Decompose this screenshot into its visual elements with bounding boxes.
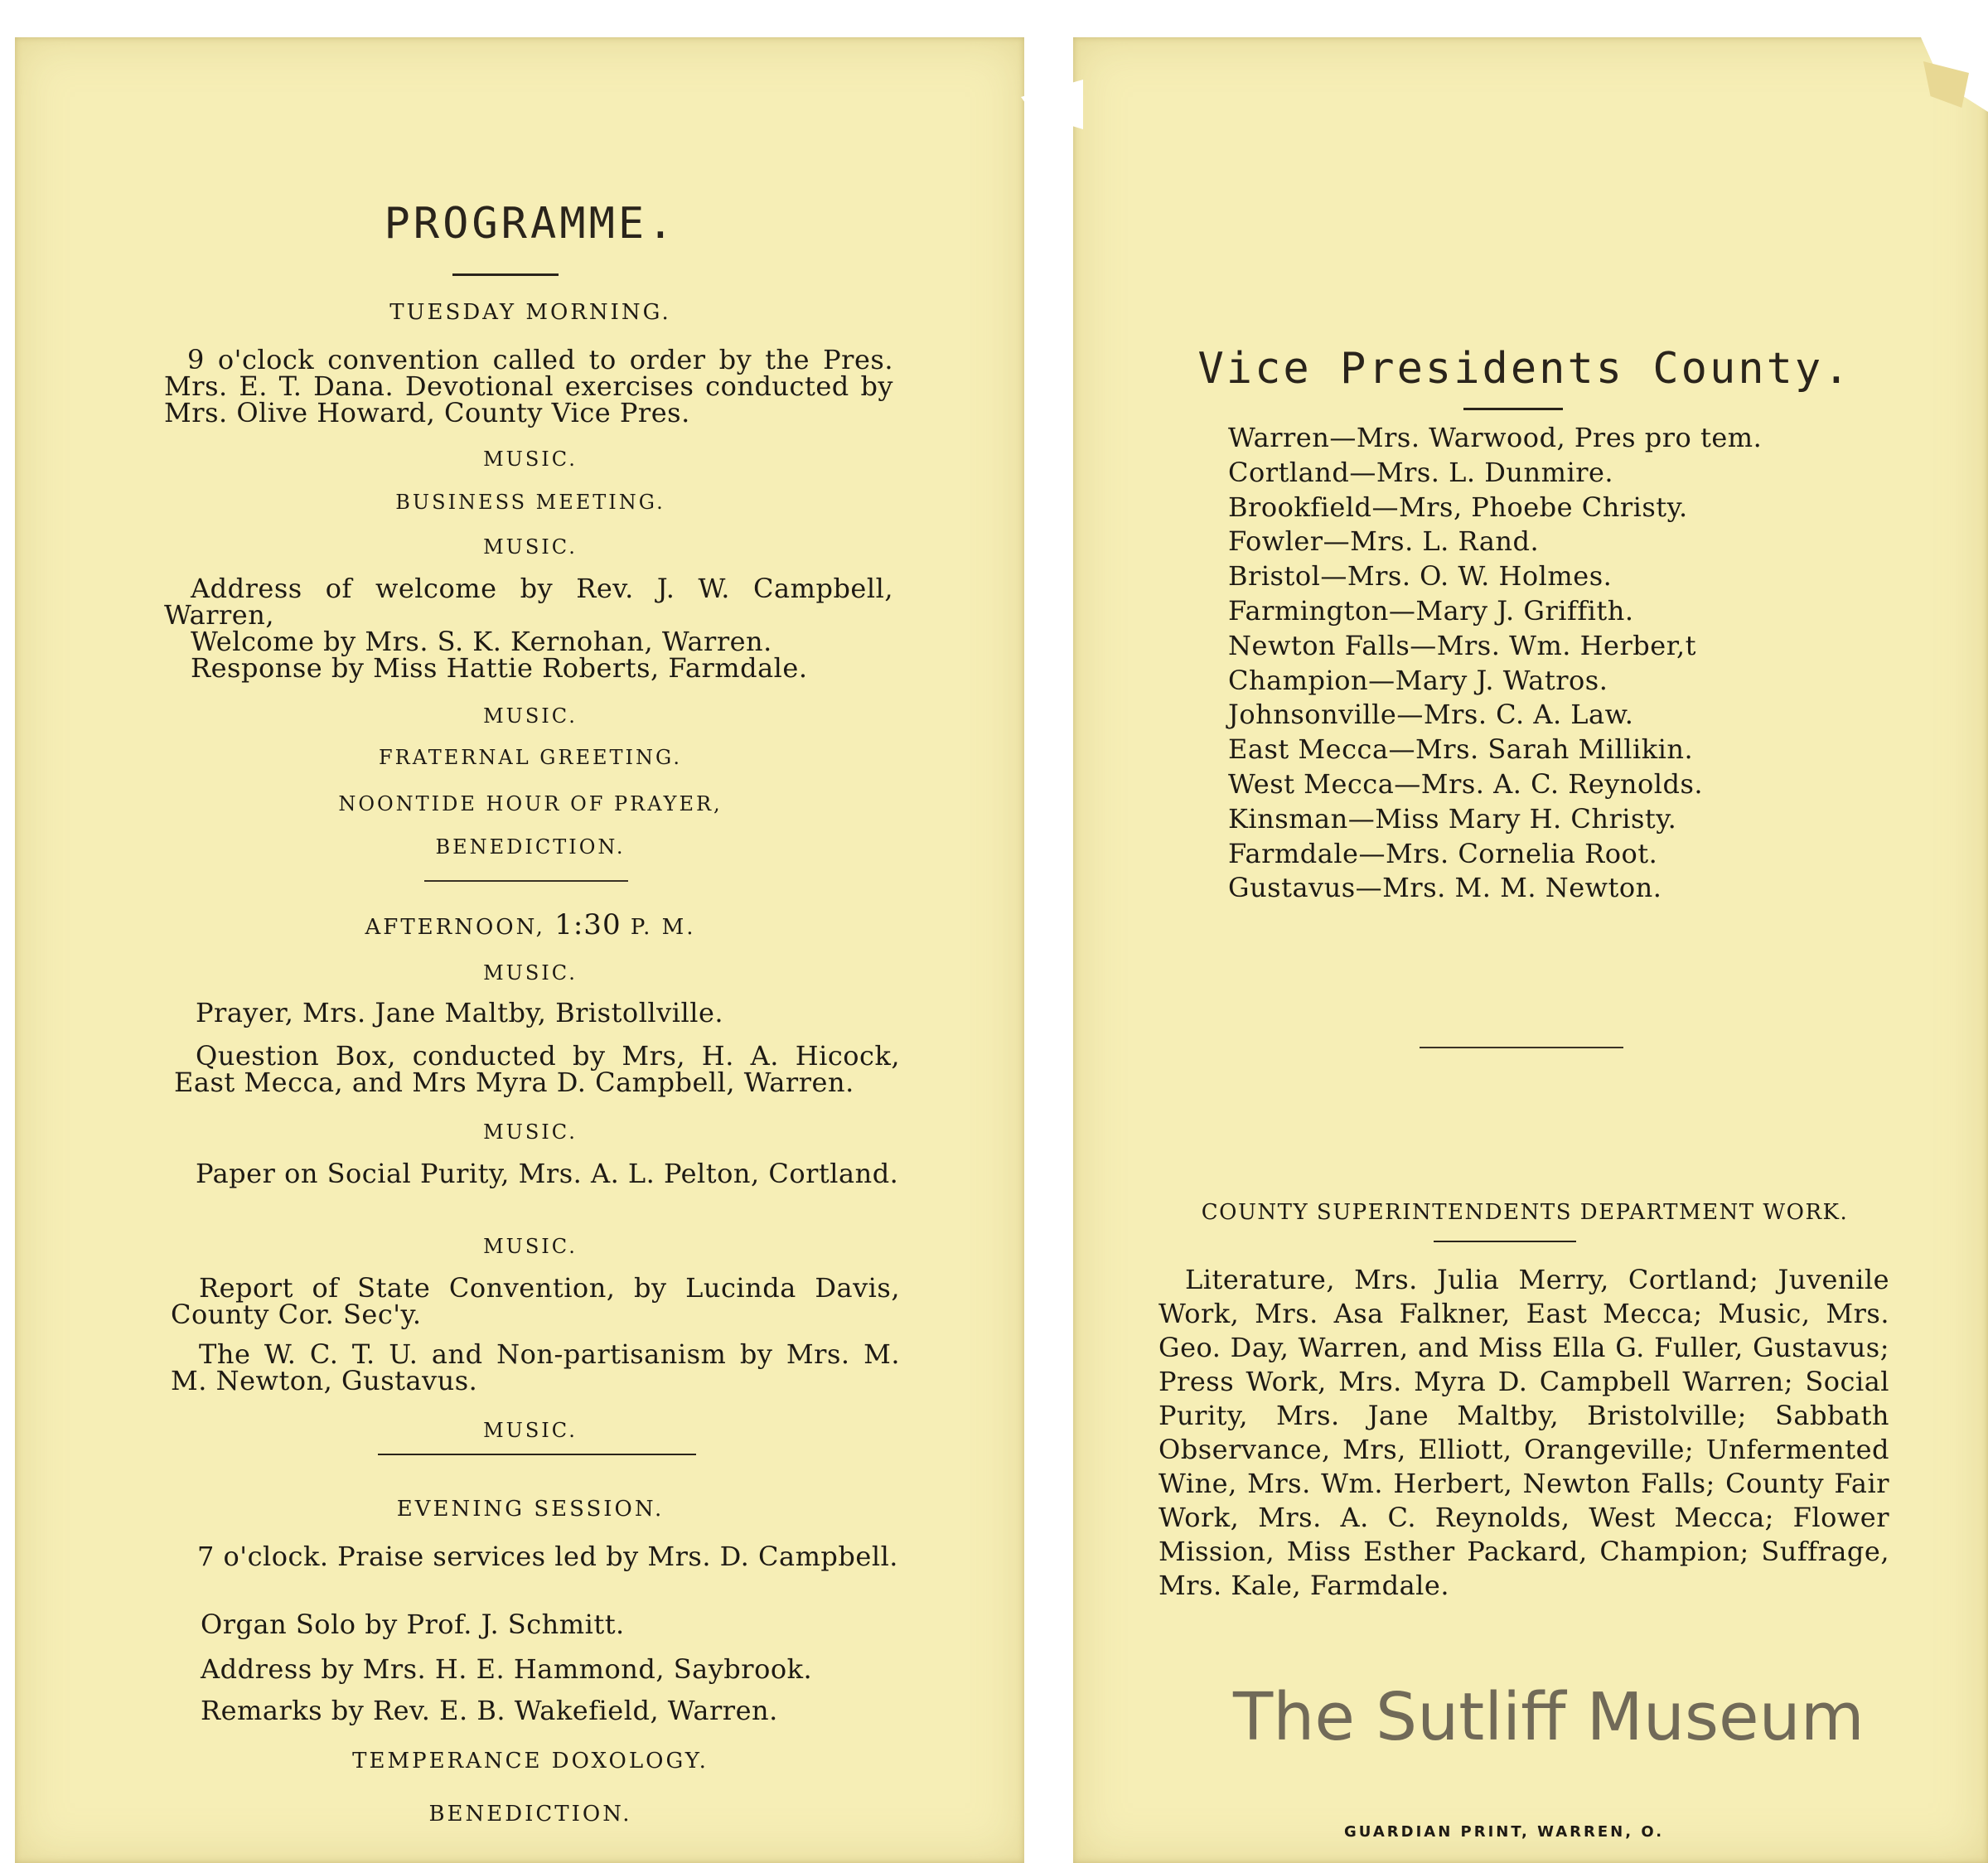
music-label: MUSIC.	[483, 1235, 578, 1258]
afternoon-time: 1:30	[554, 908, 622, 941]
afternoon-prefix: AFTERNOON,	[365, 915, 545, 940]
section-rule	[378, 1454, 696, 1455]
noontide-prayer-heading: NOONTIDE HOUR OF PRAYER,	[338, 792, 723, 815]
fraternal-greeting-heading: FRATERNAL GREETING.	[379, 746, 682, 769]
music-label: MUSIC.	[483, 961, 578, 985]
vice-president-entry: Brookfield—Mrs, Phoebe Christy.	[1228, 491, 1688, 523]
title-rule	[452, 273, 559, 276]
vice-president-entry: Farmington—Mary J. Griffith.	[1228, 594, 1634, 627]
music-label: MUSIC.	[483, 1419, 578, 1442]
vice-president-entry: Warren—Mrs. Warwood, Pres pro tem.	[1228, 422, 1763, 453]
vice-president-entry: East Mecca—Mrs. Sarah Millikin.	[1228, 733, 1694, 766]
afternoon-suffix: P. M.	[630, 915, 696, 940]
vice-president-entry: Farmdale—Mrs. Cornelia Root.	[1228, 837, 1658, 869]
tuesday-morning-heading: TUESDAY MORNING.	[389, 300, 671, 325]
vice-president-entry: Champion—Mary J. Watros.	[1228, 664, 1608, 696]
opening-paragraph: 9 o'clock convention called to order by the Pres. Mrs. E. T. Dana. Devotional exercises conducted by Mrs. Olive Howard, County Vice Pres.	[164, 344, 893, 428]
praise-services-paragraph: 7 o'clock. Praise services led by Mrs. D. Campbell.	[197, 1541, 898, 1572]
final-benediction-heading: BENEDICTION.	[428, 1802, 632, 1827]
vice-president-entry: Cortland—Mrs. L. Dunmire.	[1228, 456, 1614, 488]
organ-solo-line: Organ Solo by Prof. J. Schmitt.	[201, 1609, 625, 1640]
welcome-address: Address of welcome by Rev. J. W. Campbell, Warren,	[164, 573, 893, 631]
section-rule	[1434, 1241, 1576, 1242]
music-label: MUSIC.	[483, 1120, 578, 1144]
business-meeting-heading: BUSINESS MEETING.	[395, 491, 665, 514]
response-line: Response by Miss Hattie Roberts, Farmdale.	[191, 652, 808, 684]
hammond-address-line: Address by Mrs. H. E. Hammond, Saybrook.	[201, 1653, 813, 1685]
vice-president-entry: Gustavus—Mrs. M. M. Newton.	[1228, 872, 1662, 904]
vice-president-entry: Fowler—Mrs. L. Rand.	[1228, 525, 1540, 558]
music-label: MUSIC.	[483, 704, 578, 728]
title-rule	[1463, 408, 1563, 410]
superintendents-paragraph: Literature, Mrs. Julia Merry, Cortland; Juvenile Work, Mrs. Asa Falkner, East Mecca; Music, Mrs. Geo. Day, Warren, and Miss Ella G. Fuller, Gustavus; Press Work, Mrs. Myra D. Campbell Warren; Social Purity, Mrs. Jane Maltby, Bristolville; Sabbath Observance, Mrs, Elliott, Orangeville; Unfermented Wine, Mrs. Wm. Herbert, Newton Falls; County Fair Work, Mrs. A. C. Reynolds, West Mecca; Flower Mission, Miss Esther Packard, Champion; Suffrage, Mrs. Kale, Farmdale.	[1158, 1264, 1889, 1601]
temperance-doxology-heading: TEMPERANCE DOXOLOGY.	[352, 1749, 709, 1773]
printer-imprint: GUARDIAN PRINT, WARREN, O.	[1344, 1823, 1665, 1841]
museum-watermark: The Sutliff Museum	[1233, 1679, 1865, 1755]
section-rule	[424, 880, 628, 882]
welcome-line: Welcome by Mrs. S. K. Kernohan, Warren.	[191, 626, 772, 657]
vice-presidents-list	[1228, 421, 1762, 906]
social-purity-paper: Paper on Social Purity, Mrs. A. L. Pelton, Cortland.	[196, 1158, 899, 1189]
vice-presidents-title: Vice Presidents County.	[1197, 344, 1852, 394]
vice-president-entry: Kinsman—Miss Mary H. Christy.	[1228, 802, 1677, 835]
section-rule	[1420, 1047, 1623, 1048]
music-label: MUSIC.	[483, 535, 578, 559]
vice-president-entry: Newton Falls—Mrs. Wm. Herber,t	[1228, 629, 1697, 661]
vice-president-entry: Johnsonville—Mrs. C. A. Law.	[1228, 699, 1634, 731]
prayer-line: Prayer, Mrs. Jane Maltby, Bristollville.	[196, 997, 724, 1028]
programme-title: PROGRAMME.	[384, 199, 677, 249]
music-label: MUSIC.	[483, 448, 578, 471]
question-box-paragraph: Question Box, conducted by Mrs, H. A. Hicock, East Mecca, and Mrs Myra D. Campbell, Warren.	[174, 1040, 900, 1098]
state-convention-report: Report of State Convention, by Lucinda Davis, County Cor. Sec'y.	[171, 1272, 900, 1330]
afternoon-heading	[282, 908, 779, 941]
wakefield-remarks-line: Remarks by Rev. E. B. Wakefield, Warren.	[201, 1695, 778, 1726]
paper-tear	[1021, 80, 1083, 129]
wctu-paragraph: The W. C. T. U. and Non-partisanism by Mrs. M. M. Newton, Gustavus.	[171, 1338, 900, 1396]
evening-session-heading: EVENING SESSION.	[396, 1497, 665, 1522]
vice-president-entry: West Mecca—Mrs. A. C. Reynolds.	[1228, 767, 1704, 800]
vice-president-entry: Bristol—Mrs. O. W. Holmes.	[1228, 560, 1613, 593]
superintendents-heading: COUNTY SUPERINTENDENTS DEPARTMENT WORK.	[1201, 1200, 1849, 1225]
benediction-heading: BENEDICTION.	[435, 835, 626, 859]
